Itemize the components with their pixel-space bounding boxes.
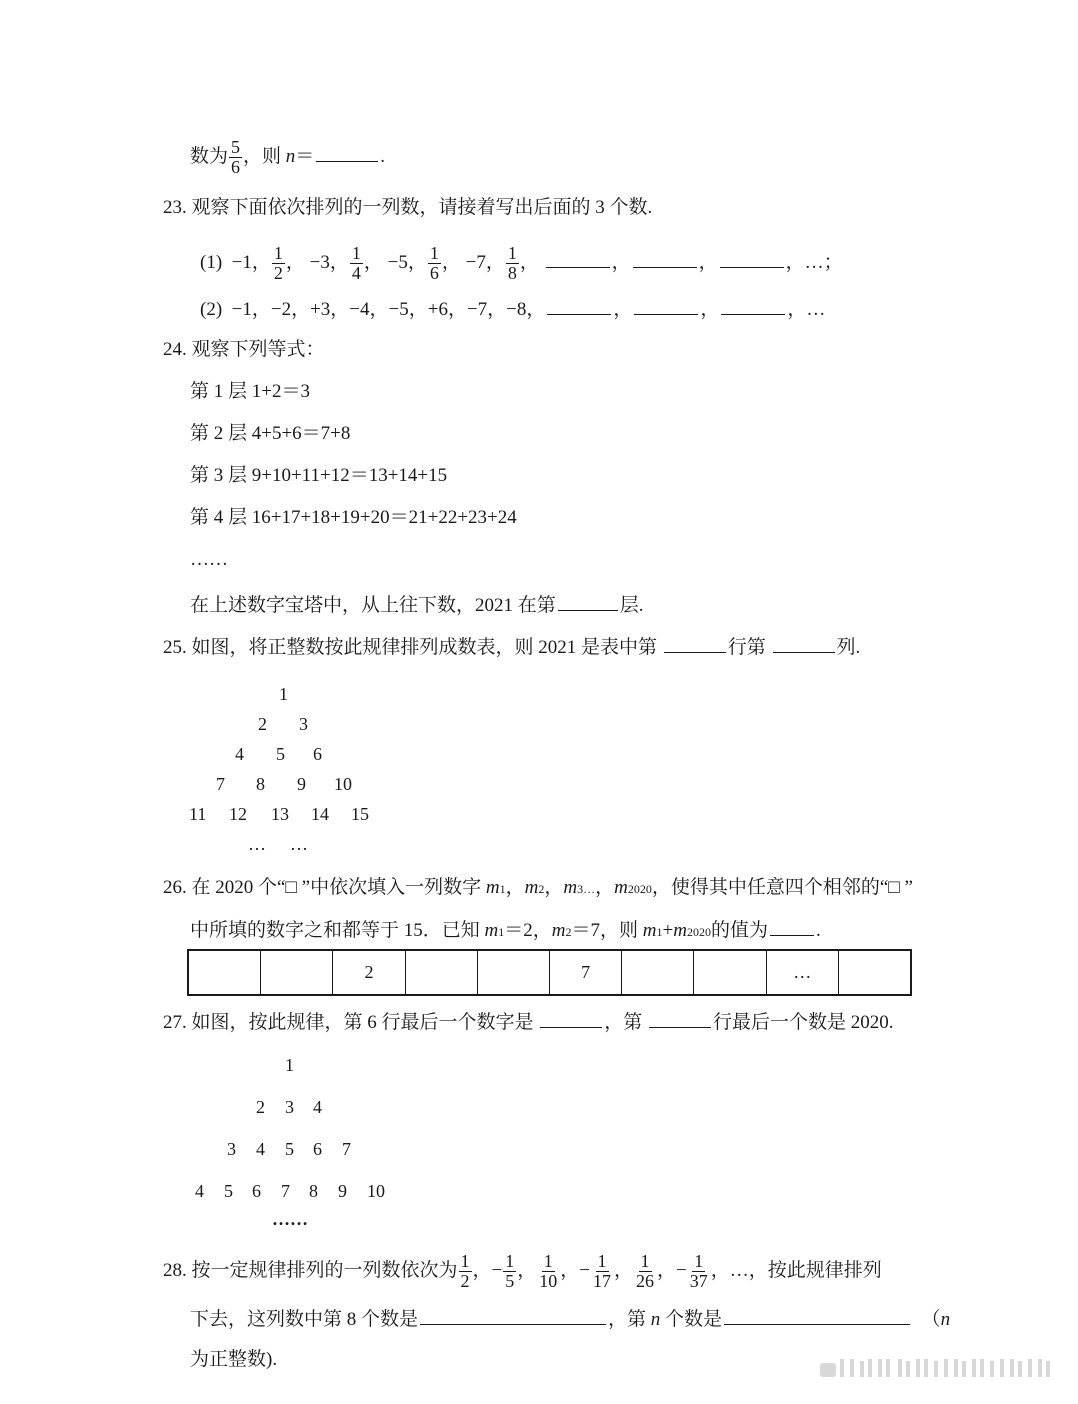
question-text-end: 的值为	[710, 920, 768, 941]
question-number: 24.	[163, 339, 187, 360]
question-text: 如图，按此规律，第 6 行最后一个数字是	[191, 1012, 539, 1033]
triangle-number: 7	[281, 1181, 290, 1201]
var-n: n	[940, 1309, 951, 1330]
frac-num: 1	[597, 1251, 607, 1271]
q24-row-3: 第 3 层 9+10+11+12＝13+14+15	[190, 465, 448, 486]
box-cell[interactable]	[622, 951, 694, 994]
fraction	[503, 1252, 516, 1291]
q26-stem-line2: 中所填的数字之和都等于 15．已知 m1＝2，m2＝7，则 m1+m2020的值为 .	[190, 917, 821, 944]
frac-num: 1	[505, 1251, 515, 1271]
answer-blank[interactable]	[721, 296, 785, 315]
question-text-mid: ，第	[608, 1309, 651, 1330]
fraction	[459, 1252, 472, 1291]
triangle-number: 9	[338, 1181, 347, 1201]
paren-open: （	[921, 1309, 941, 1330]
answer-blank[interactable]	[547, 296, 611, 315]
q24-row-2: 第 2 层 4+5+6＝7+8	[190, 423, 351, 444]
q28-line2	[190, 1306, 950, 1332]
frac-den: 5	[505, 1271, 515, 1291]
known-value: ＝7，则	[571, 920, 643, 941]
question-text: 按一定规律排列的一列数依次为	[191, 1259, 458, 1281]
term: −7，	[465, 251, 505, 273]
triangle-number: 5	[276, 744, 285, 764]
triangle-number: 1	[279, 684, 288, 704]
box-cell[interactable]	[261, 951, 333, 994]
frac-num: 1	[429, 243, 439, 263]
subscript: 3…	[577, 882, 596, 896]
var-m: m	[484, 920, 499, 941]
question-text-end: 列.	[836, 637, 861, 658]
q28-line3: 为正整数).	[190, 1349, 278, 1370]
answer-blank[interactable]	[649, 1009, 711, 1028]
answer-blank[interactable]	[316, 143, 378, 162]
answer-blank[interactable]	[420, 1306, 606, 1325]
fraction	[350, 244, 363, 283]
var-m: m	[614, 877, 628, 898]
question-text: 在上述数字宝塔中，从上往下数，2021 在第	[190, 595, 556, 616]
frac-num: 1	[543, 1251, 553, 1271]
question-number: 25.	[163, 637, 187, 658]
box-cell[interactable]	[406, 951, 478, 994]
subscript: 2020	[686, 925, 711, 939]
frac-num: 1	[640, 1251, 650, 1271]
q24-question	[190, 592, 644, 618]
question-text: 下去，这列数中第 8 个数是	[190, 1309, 419, 1330]
fraction	[506, 244, 519, 283]
q25-stem	[163, 634, 860, 660]
triangle-number: 10	[367, 1181, 385, 1201]
var-m: m	[524, 877, 539, 898]
answer-blank[interactable]	[558, 592, 618, 611]
triangle-number: 3	[227, 1139, 236, 1159]
triangle-number: 9	[297, 774, 306, 794]
watermark-logo	[820, 1357, 1055, 1379]
answer-blank[interactable]	[770, 917, 814, 936]
triangle-number: 14	[311, 804, 329, 824]
triangle-number: 5	[285, 1139, 294, 1159]
question-text: 观察下面依次排列的一列数，请接着写出后面的 3 个数.	[191, 197, 653, 218]
q24-ellipsis: ……	[190, 549, 228, 570]
frac-den: 4	[351, 263, 361, 283]
triangle-number: 8	[256, 774, 265, 794]
triangle-number: 3	[285, 1097, 294, 1117]
frac-num: 5	[231, 137, 241, 157]
frac-den: 17	[593, 1271, 611, 1291]
period: .	[380, 145, 386, 167]
triangle-number: 12	[229, 804, 247, 824]
triangle-number: 7	[342, 1139, 351, 1159]
question-text: 在 2020 个“□ ”中依次填入一列数字	[191, 877, 486, 898]
fraction	[634, 1252, 656, 1291]
q23-part1: (1) −1， $\frac{1}{2}$ ， −3， $\frac{1}{4}$ ， −5， $\frac{1}{6}$ ， −7， $\frac{1}{8}$ ， ， ， ，…；	[200, 243, 843, 283]
frac-num: 1	[507, 243, 517, 263]
answer-blank[interactable]	[633, 249, 697, 268]
frac-den: 8	[507, 263, 517, 283]
frac-den: 37	[689, 1271, 708, 1291]
triangle-number: 15	[351, 804, 369, 824]
triangle-number: 6	[252, 1181, 261, 1201]
fraction-five-sixths	[229, 138, 242, 177]
box-cell[interactable]: 2	[333, 951, 405, 994]
subscript: 2	[538, 882, 545, 896]
var-n: n	[650, 1309, 661, 1330]
triangle-number: 11	[189, 804, 207, 824]
tail: ，…；	[785, 251, 843, 273]
term: −3，	[309, 251, 349, 273]
box-cell[interactable]	[189, 951, 261, 994]
frac-num: 1	[273, 243, 283, 263]
equals: ＝	[295, 145, 315, 167]
box-cell[interactable]: …	[767, 951, 839, 994]
box-cell[interactable]	[478, 951, 550, 994]
subscript: 2020	[627, 882, 652, 896]
var-m: m	[673, 920, 687, 941]
triangle-number: 4	[235, 744, 244, 764]
question-number: 28.	[163, 1259, 187, 1281]
frac-num: 1	[351, 243, 361, 263]
triangle-number: 2	[256, 1097, 265, 1117]
frac-den: 6	[231, 157, 241, 177]
fraction	[428, 244, 441, 283]
q22-fragment	[190, 138, 385, 177]
fraction	[272, 244, 285, 283]
q28-stem: 28. 按一定规律排列的一列数依次为 $\frac{1}{2}$ ，− $\frac{1}{5}$ ， $\frac{1}{10}$ ，− $\frac{1}{17}$ ， $\frac{1}{26}$ ，− $\frac{1}{37}$ ，…，按此规律排列	[163, 1251, 882, 1291]
tail: ，…	[787, 299, 826, 320]
q26-box-row	[187, 949, 912, 996]
triangle-number: 8	[309, 1181, 318, 1201]
q26-stem-line1: 26. 在 2020 个“□ ”中依次填入一列数字 m1，m2，m3…，m2020，使得其中任意四个相邻的“□ ”	[163, 877, 913, 898]
answer-blank[interactable]	[634, 296, 698, 315]
frac-num: 1	[460, 1251, 470, 1271]
triangle-number: 3	[299, 714, 308, 734]
triangle-number: 2	[258, 714, 267, 734]
subscript: 2	[565, 925, 572, 939]
question-text-mid: ，第	[604, 1012, 648, 1033]
answer-blank[interactable]	[720, 249, 784, 268]
frac-den: 2	[273, 263, 283, 283]
q24-stem	[163, 338, 325, 362]
triangle-ellipsis: …	[248, 834, 266, 854]
question-text-mid: 行第	[727, 637, 771, 658]
q24-row-1: 第 1 层 1+2＝3	[190, 381, 310, 402]
answer-blank[interactable]	[546, 249, 610, 268]
question-number: 23.	[163, 197, 187, 218]
triangle-number: 4	[256, 1139, 265, 1159]
q23-stem	[163, 196, 652, 220]
question-text-end: 层.	[619, 595, 644, 616]
var-n: n	[285, 145, 296, 167]
var-m: m	[551, 920, 566, 941]
answer-blank[interactable]	[664, 634, 726, 653]
sign: −	[676, 1259, 687, 1281]
question-text-end: 行最后一个数是 2020.	[713, 1012, 894, 1033]
question-number: 27.	[163, 1012, 187, 1033]
answer-blank[interactable]	[540, 1009, 602, 1028]
part-label: (1)	[200, 251, 223, 273]
triangle-number: 7	[216, 774, 225, 794]
triangle-number: 4	[195, 1181, 204, 1201]
triangle-ellipsis: ……	[272, 1209, 308, 1229]
q27-stem	[163, 1009, 894, 1035]
known-value: ＝2，	[504, 920, 552, 941]
question-text-mid: 个数是	[660, 1309, 723, 1330]
subscript: 1	[499, 882, 506, 896]
answer-blank[interactable]	[724, 1306, 910, 1325]
question-text: 观察下列等式：	[191, 339, 325, 360]
answer-blank[interactable]	[773, 634, 835, 653]
term: −1，	[231, 251, 271, 273]
sign: −	[491, 1259, 503, 1281]
box-cell[interactable]	[694, 951, 766, 994]
term: −5，	[387, 251, 427, 273]
var-m: m	[642, 920, 657, 941]
q24-row-4: 第 4 层 16+17+18+19+20＝21+22+23+24	[190, 507, 517, 528]
sign: −	[579, 1259, 590, 1281]
frac-num: 1	[694, 1251, 704, 1271]
box-cell[interactable]	[839, 951, 910, 994]
subscript: 1	[498, 925, 505, 939]
plus: +	[662, 920, 674, 941]
frac-den: 10	[539, 1271, 558, 1291]
triangle-number: 13	[271, 804, 289, 824]
q23-part2: (2) −1，−2，+3，−4，−5，+6，−7，−8， ， ， ，…	[200, 296, 825, 322]
question-number: 26.	[163, 877, 187, 898]
question-text-end: ，使得其中任意四个相邻的“□ ”	[651, 877, 913, 898]
var-m: m	[563, 877, 578, 898]
triangle-number: 1	[285, 1055, 294, 1075]
fraction	[688, 1252, 710, 1291]
fragment-mid: ，则	[243, 145, 286, 167]
triangle-number: 6	[313, 1139, 322, 1159]
triangle-number: 10	[334, 774, 352, 794]
frac-den: 26	[636, 1271, 655, 1291]
part-label: (2)	[200, 299, 223, 320]
triangle-number: 6	[313, 744, 322, 764]
var-m: m	[485, 877, 500, 898]
question-text-end: ，…，按此规律排列	[710, 1259, 882, 1281]
frac-den: 2	[460, 1271, 470, 1291]
fraction	[537, 1252, 559, 1291]
fraction	[591, 1252, 613, 1291]
question-text: 如图，将正整数按此规律排列成数表，则 2021 是表中第	[191, 637, 662, 658]
triangle-number: 5	[224, 1181, 233, 1201]
triangle-number: 4	[313, 1097, 322, 1117]
fragment-lead: 数为	[190, 145, 229, 167]
frac-den: 6	[429, 263, 439, 283]
triangle-ellipsis: …	[290, 834, 308, 854]
subscript: 1	[656, 925, 663, 939]
sequence-text: −1，−2，+3，−4，−5，+6，−7，−8，	[231, 299, 546, 320]
question-text: 中所填的数字之和都等于 15．已知	[190, 920, 485, 941]
box-cell[interactable]: 7	[550, 951, 622, 994]
